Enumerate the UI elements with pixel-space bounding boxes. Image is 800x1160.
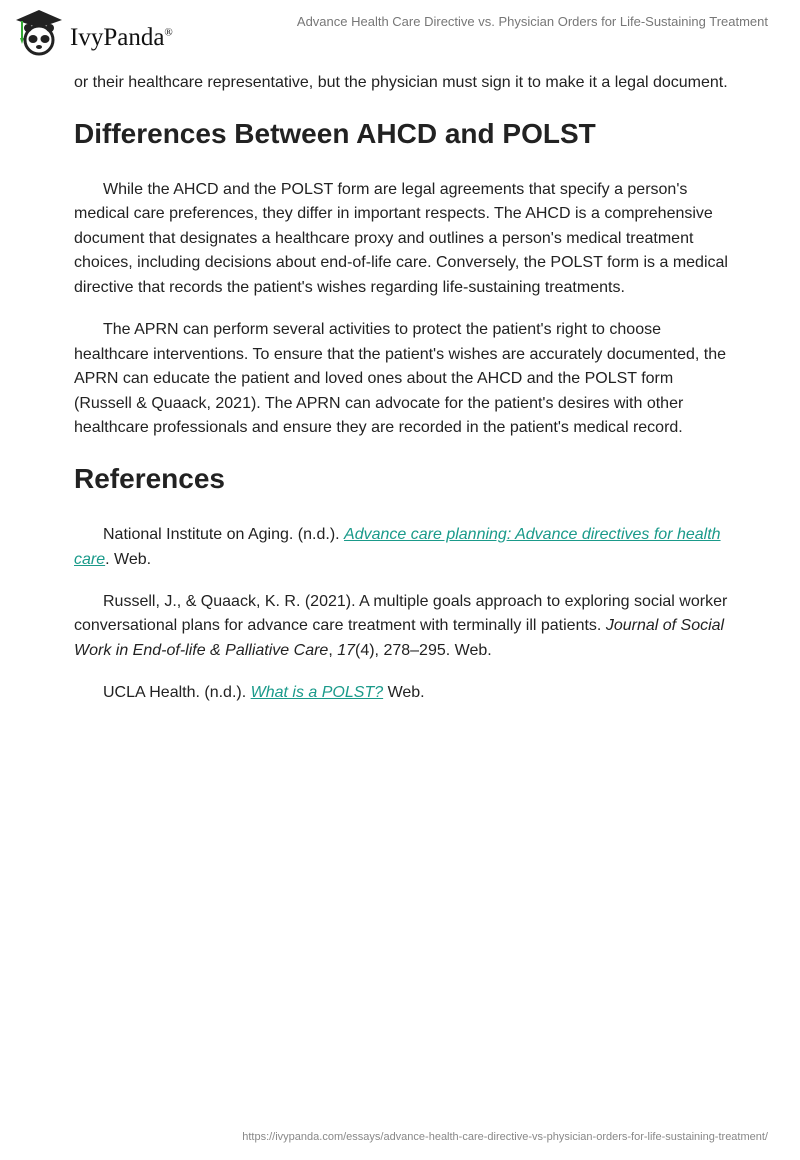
reference-text: . Web.	[105, 550, 152, 568]
panda-graduate-icon	[14, 8, 64, 56]
footer-url[interactable]: https://ivypanda.com/essays/advance-health-care-directive-vs-physician-orders-for-life-sustaining-treatment/	[242, 1131, 768, 1143]
reference-link[interactable]: Advance care planning: Advance directives for health care	[74, 526, 721, 568]
reference-item	[74, 681, 728, 706]
essay-content	[74, 71, 728, 723]
reference-text: Russell, J., & Quaack, K. R. (2021). A multiple goals approach to exploring social worker conversational plans for advance care treatment with terminally ill patients.	[74, 592, 728, 635]
logo[interactable]	[14, 8, 173, 56]
document-title: Advance Health Care Directive vs. Physician Orders for Life-Sustaining Treatment	[296, 14, 768, 29]
reference-text: (4), 278–295. Web.	[355, 641, 492, 659]
intro-paragraph: or their healthcare representative, but the physician must sign it to make it a legal document.	[74, 74, 728, 91]
reference-text: UCLA Health. (n.d.).	[103, 684, 251, 701]
reference-item	[74, 523, 728, 572]
section-heading: Differences Between AHCD and POLST	[74, 117, 596, 149]
body-paragraph: While the AHCD and the POLST form are legal agreements that specify a person's medical care preferences, they differ in important respects. The AHCD is a comprehensive document that designates a healthcare proxy and outlines a person's medical treatment choices, including decisions about end-of-life care. Conversely, the POLST form is a medical directive that records the patient's wishes regarding life-sustaining treatments.	[74, 180, 728, 296]
reference-item	[74, 590, 728, 664]
body-paragraph: The APRN can perform several activities to protect the patient's right to choose healthcare interventions. To ensure that the patient's wishes are accurately documented, the APRN can educate the patient and loved ones about the AHCD and the POLST form (Russell & Quaack, 2021). The APRN can advocate for the patient's desires with other healthcare professionals and ensure they are recorded in the patient's medical record.	[74, 321, 727, 437]
journal-title: Journal of Social Work in End-of-life & Palliative Care	[74, 617, 725, 659]
reference-text: ,	[328, 641, 338, 659]
reference-text: Web.	[383, 684, 425, 701]
logo-text: IvyPanda®	[70, 24, 173, 51]
references-heading: References	[74, 463, 225, 495]
journal-volume: 17	[337, 641, 355, 659]
reference-link[interactable]: What is a POLST?	[250, 684, 384, 701]
reference-text: National Institute on Aging. (n.d.).	[103, 526, 345, 544]
